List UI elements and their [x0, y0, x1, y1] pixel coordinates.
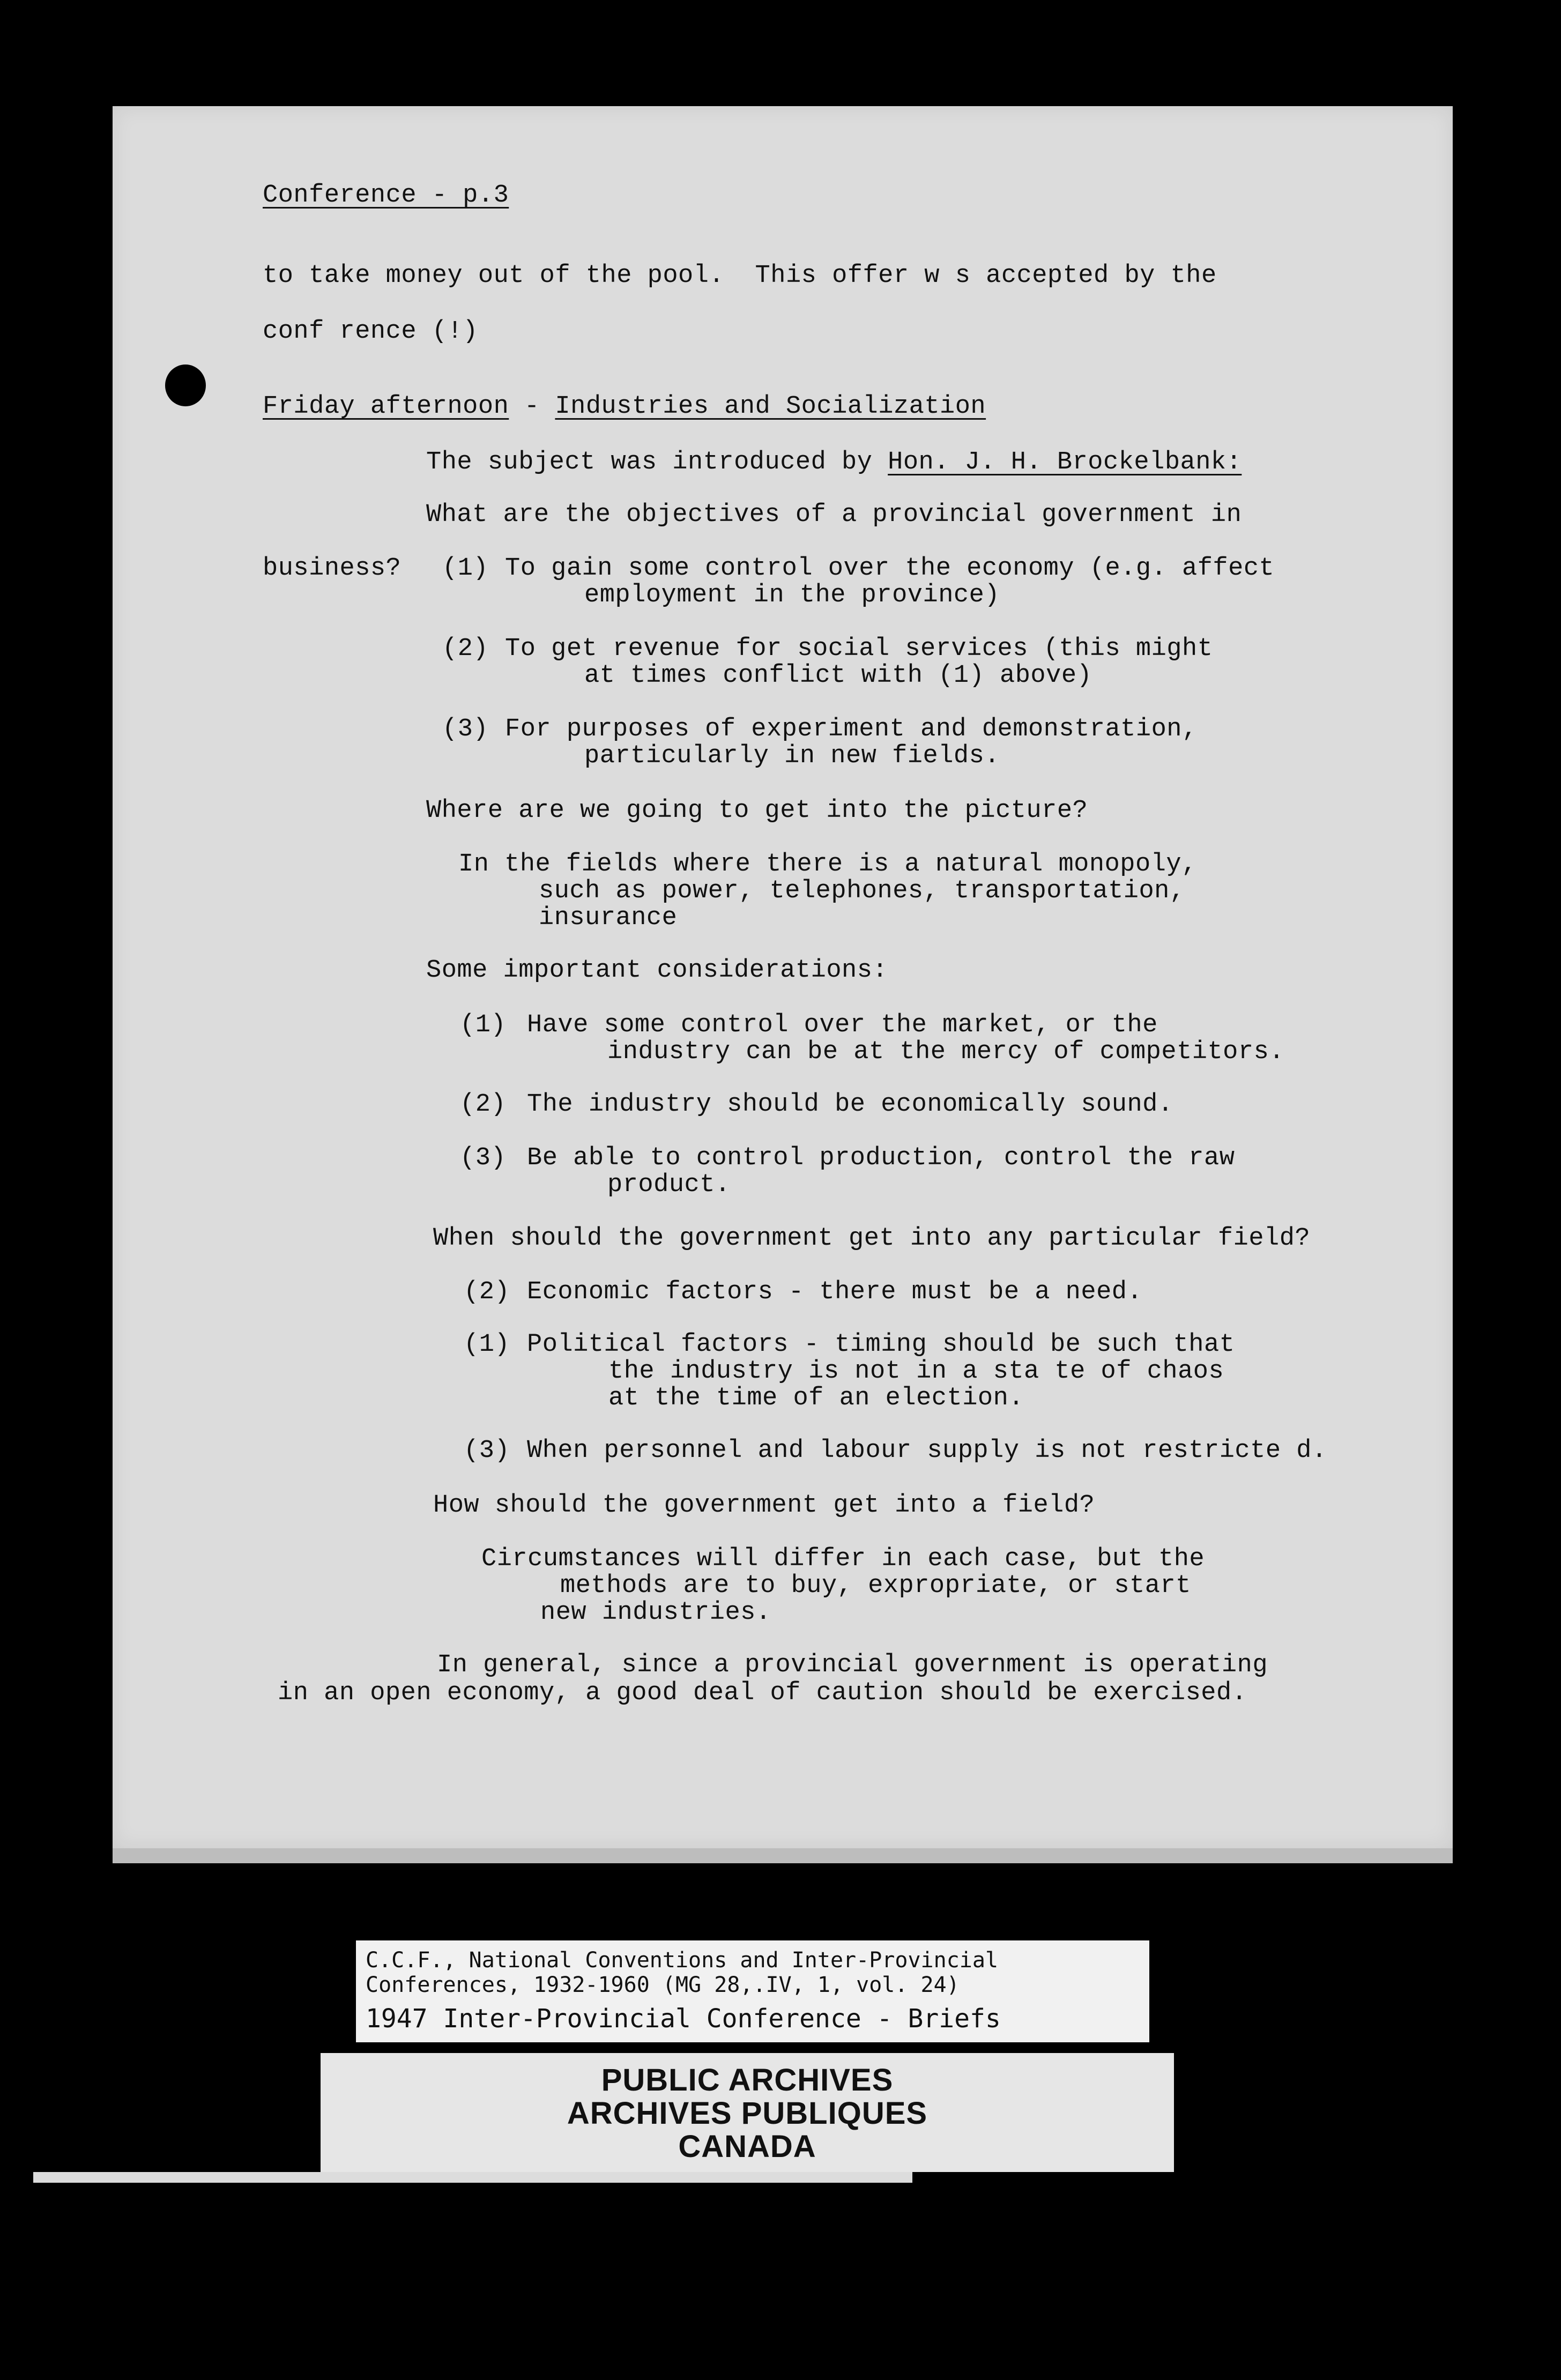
how-answer-line-3: new industries. — [540, 1598, 771, 1627]
archives-stamp — [321, 2053, 1174, 2172]
how-question: How should the government get into a field? — [433, 1491, 1095, 1520]
objective-3-line1: For purposes of experiment and demonstration, — [505, 715, 1198, 743]
where-question: Where are we going to get into the picture? — [426, 797, 1088, 825]
continuation-line-2: conf rence (!) — [263, 317, 478, 346]
stamp-line-2: ARCHIVES PUBLIQUES — [567, 2096, 928, 2131]
stamp-line-3: CANADA — [678, 2129, 816, 2164]
section-heading-left: Friday afternoon — [263, 392, 509, 421]
archive-label-line-2: Conferences, 1932-1960 (MG 28,.IV, 1, vol. 24) — [366, 1973, 960, 1997]
consideration-3-line1: Be able to control production, control the raw — [527, 1144, 1235, 1172]
punch-hole — [165, 365, 206, 406]
intro-line — [426, 449, 1242, 476]
considerations-title: Some important considerations: — [426, 956, 888, 985]
section-heading-dash: - — [509, 392, 555, 421]
stamp-base-strip — [33, 2172, 912, 2183]
section-heading — [263, 393, 986, 420]
consideration-1-line1: Have some control over the market, or the — [527, 1011, 1158, 1039]
when-item-2-line2: the industry is not in a sta te of chaos — [608, 1357, 1224, 1386]
consideration-2-num: (2) — [460, 1090, 507, 1119]
when-item-2-line3: at the time of an election. — [608, 1384, 1024, 1412]
how-answer-line-1: Circumstances will differ in each case, but the — [481, 1545, 1205, 1573]
objective-2-line1: To get revenue for social services (this might — [505, 635, 1213, 663]
intro-prefix: The subject was introduced by — [426, 448, 888, 477]
how-answer-line-2: methods are to buy, expropriate, or start — [560, 1572, 1191, 1600]
objective-2-num: (2) — [442, 635, 489, 663]
consideration-3-line2: product. — [607, 1171, 731, 1199]
objective-3-line2: particularly in new fields. — [584, 742, 1000, 770]
section-heading-right: Industries and Socialization — [555, 392, 986, 421]
conclusion-line-2: in an open economy, a good deal of caution should be exercised. — [278, 1679, 1247, 1707]
objectives-question: What are the objectives of a provincial government in — [426, 501, 1242, 529]
objective-2-line2: at times conflict with (1) above) — [584, 661, 1092, 690]
archive-label-line-1: C.C.F., National Conventions and Inter-Provincial — [366, 1948, 999, 1973]
consideration-1-line2: industry can be at the mercy of competitors. — [607, 1038, 1285, 1066]
conclusion-line-1: In general, since a provincial government is operating — [437, 1651, 1268, 1679]
objective-1-line2: employment in the province) — [584, 581, 1000, 609]
when-item-2-num: (1) — [464, 1330, 510, 1359]
page-edge — [113, 1848, 1453, 1863]
intro-name: Hon. J. H. Brockelbank: — [888, 448, 1242, 477]
stamp-line-1: PUBLIC ARCHIVES — [601, 2063, 894, 2098]
where-answer-line-2: such as power, telephones, transportation, — [539, 877, 1185, 905]
where-answer-line-3: insurance — [539, 904, 678, 932]
business-label: business? — [263, 554, 402, 583]
when-item-1-num: (2) — [464, 1278, 510, 1306]
page-header: Conference - p.3 — [263, 181, 509, 210]
consideration-3-num: (3) — [460, 1144, 507, 1172]
objective-1-num: (1) — [442, 554, 489, 583]
when-question: When should the government get into any particular field? — [433, 1224, 1311, 1253]
where-answer-line-1: In the fields where there is a natural monopoly, — [458, 850, 1197, 879]
when-item-3-num: (3) — [464, 1437, 510, 1465]
objective-1-line1: To gain some control over the economy (e.g. affect — [505, 554, 1275, 583]
archive-label-line-3: 1947 Inter-Provincial Conference - Briefs — [366, 2004, 1001, 2034]
continuation-line-1: to take money out of the pool. This offer w s accepted by the — [263, 262, 1217, 290]
consideration-2-line1: The industry should be economically sound. — [527, 1090, 1173, 1119]
when-item-3-line1: When personnel and labour supply is not restricte d. — [527, 1437, 1327, 1465]
when-item-2-line1: Political factors - timing should be such that — [527, 1330, 1235, 1359]
when-item-1-line1: Economic factors - there must be a need. — [527, 1278, 1143, 1306]
consideration-1-num: (1) — [460, 1011, 507, 1039]
archive-label — [356, 1940, 1149, 2042]
objective-3-num: (3) — [442, 715, 489, 743]
